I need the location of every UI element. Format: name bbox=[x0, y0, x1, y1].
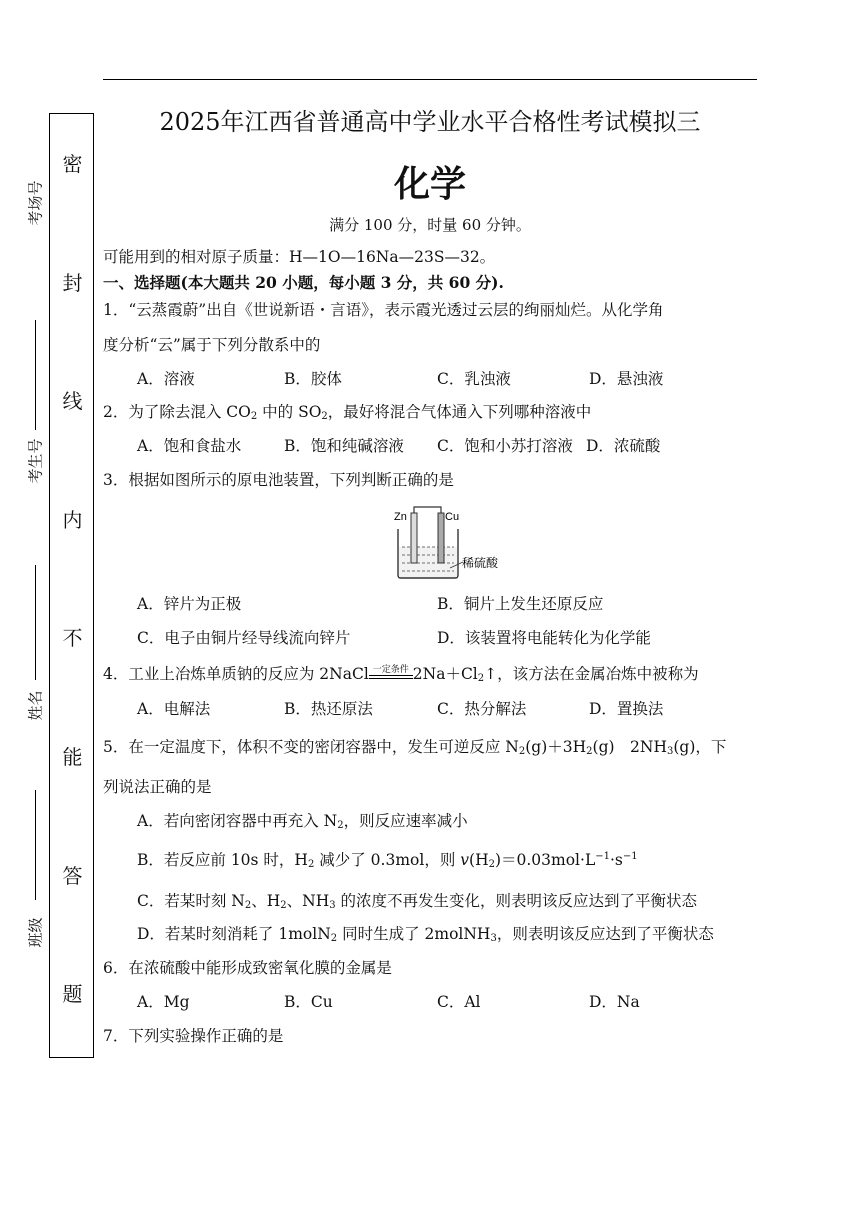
q4-option-c: C．热分解法 bbox=[437, 700, 527, 718]
q5-option-d: D．若某时刻消耗了 1molN$_2$ 同时生成了 2molNH$_3$，则表明该反应达到了平衡状态 bbox=[137, 925, 714, 944]
seal-char: 能 bbox=[62, 745, 83, 769]
q4-option-b: B．热还原法 bbox=[284, 700, 373, 718]
cu-electrode bbox=[438, 513, 444, 563]
q7-stem: 7．下列实验操作正确的是 bbox=[103, 1027, 284, 1045]
zn-label: Zn bbox=[394, 511, 407, 523]
q5-stem-line1: 5．在一定温度下，体积不变的密闭容器中，发生可逆反应 $N_2(g)+3H_2(g)$ $2NH_3(g)$，下 bbox=[103, 738, 727, 757]
q1-option-c: C．乳浊液 bbox=[437, 370, 511, 388]
seal-char: 不 bbox=[62, 626, 83, 650]
student-no-line bbox=[35, 565, 36, 680]
seal-char: 封 bbox=[62, 271, 83, 295]
q3-option-c: C．电子由铜片经导线流向锌片 bbox=[137, 629, 351, 647]
q4-option-a: A．电解法 bbox=[137, 700, 211, 718]
student-no-label: 考生号 bbox=[26, 438, 45, 484]
q1-option-b: B．胶体 bbox=[284, 370, 342, 388]
seal-char: 密 bbox=[62, 152, 83, 176]
exam-room-line bbox=[35, 320, 36, 430]
q5-stem-line2: 列说法正确的是 bbox=[103, 778, 212, 796]
seal-char: 内 bbox=[62, 508, 83, 532]
q1-stem-line1: 1．“云蒸霞蔚”出自《世说新语・言语》，表示霞光透过云层的绚丽灿烂。从化学角 bbox=[103, 301, 664, 319]
q2-option-d: D．浓硫酸 bbox=[586, 437, 661, 455]
seal-char: 线 bbox=[62, 389, 83, 413]
zn-electrode bbox=[411, 513, 417, 563]
cu-label: Cu bbox=[445, 511, 460, 523]
q6-option-a: A．Mg bbox=[137, 993, 190, 1011]
q6-option-d: D．Na bbox=[589, 993, 640, 1011]
acid-label: 稀硫酸 bbox=[462, 556, 499, 570]
subject-title: 化学 bbox=[393, 164, 466, 205]
header-rule bbox=[103, 79, 757, 80]
q5-option-c: C．若某时刻 $N_2$、$H_2$、$NH_3$ 的浓度不再发生变化，则表明该反应达到了平衡状态 bbox=[137, 892, 698, 911]
q1-stem-line2: 度分析“云”属于下列分散系中的 bbox=[103, 336, 321, 354]
seal-line-box bbox=[49, 113, 94, 1058]
q3-option-d: D．该装置将电能转化为化学能 bbox=[437, 629, 651, 647]
q4-stem: 4．工业上冶炼单质钠的反应为 2NaCl 一定条件 $2Na+Cl_2↑$，该方法在金属冶炼中被称为 bbox=[103, 665, 699, 684]
seal-char: 答 bbox=[62, 864, 83, 888]
q4-option-d: D．置换法 bbox=[589, 700, 664, 718]
q3-option-a: A．锌片为正极 bbox=[137, 595, 242, 613]
exam-meta: 满分 100 分，时量 60 分钟。 bbox=[329, 216, 531, 234]
q3-option-b: B．铜片上发生还原反应 bbox=[437, 595, 604, 613]
q2-option-b: B．饱和纯碱溶液 bbox=[284, 437, 404, 455]
name-line bbox=[35, 790, 36, 900]
q2-option-c: C．饱和小苏打溶液 bbox=[437, 437, 573, 455]
seal-char: 题 bbox=[62, 982, 83, 1006]
q6-stem: 6．在浓硫酸中能形成致密氧化膜的金属是 bbox=[103, 959, 392, 977]
q3-stem: 3．根据如图所示的原电池装置，下列判断正确的是 bbox=[103, 471, 454, 489]
q1-option-d: D．悬浊液 bbox=[589, 370, 664, 388]
section-heading: 一、选择题(本大题共 20 小题，每小题 3 分，共 60 分). bbox=[103, 273, 504, 292]
q1-option-a: A．溶液 bbox=[137, 370, 195, 388]
name-label: 姓名 bbox=[26, 690, 45, 721]
q2-stem: 2．为了除去混入 $CO_2$ 中的 $SO_2$，最好将混合气体通入下列哪种溶液中 bbox=[103, 403, 592, 422]
class-label: 班级 bbox=[26, 917, 45, 948]
q5-option-b: B．若反应前 10s 时，$H_2$ 减少了 0.3mol，则 $v(H_2)=0.03mol\cdot L^{-1}\cdot s^{-1}$ bbox=[137, 850, 638, 870]
q6-option-c: C．Al bbox=[437, 993, 481, 1011]
atomic-masses: 可能用到的相对原子质量：H—1O—16Na—23S—32。 bbox=[103, 248, 496, 266]
q6-option-b: B．Cu bbox=[284, 993, 333, 1011]
wire bbox=[414, 507, 441, 513]
reaction-condition-arrow: 一定条件 bbox=[369, 668, 413, 682]
exam-title: 2025年江西省普通高中学业水平合格性考试模拟三 bbox=[159, 108, 701, 136]
q5-option-a: A．若向密闭容器中再充入 $N_2$，则反应速率减小 bbox=[137, 812, 468, 831]
exam-room-label: 考场号 bbox=[26, 180, 45, 226]
galvanic-cell-figure bbox=[388, 505, 513, 580]
q2-option-a: A．饱和食盐水 bbox=[137, 437, 242, 455]
